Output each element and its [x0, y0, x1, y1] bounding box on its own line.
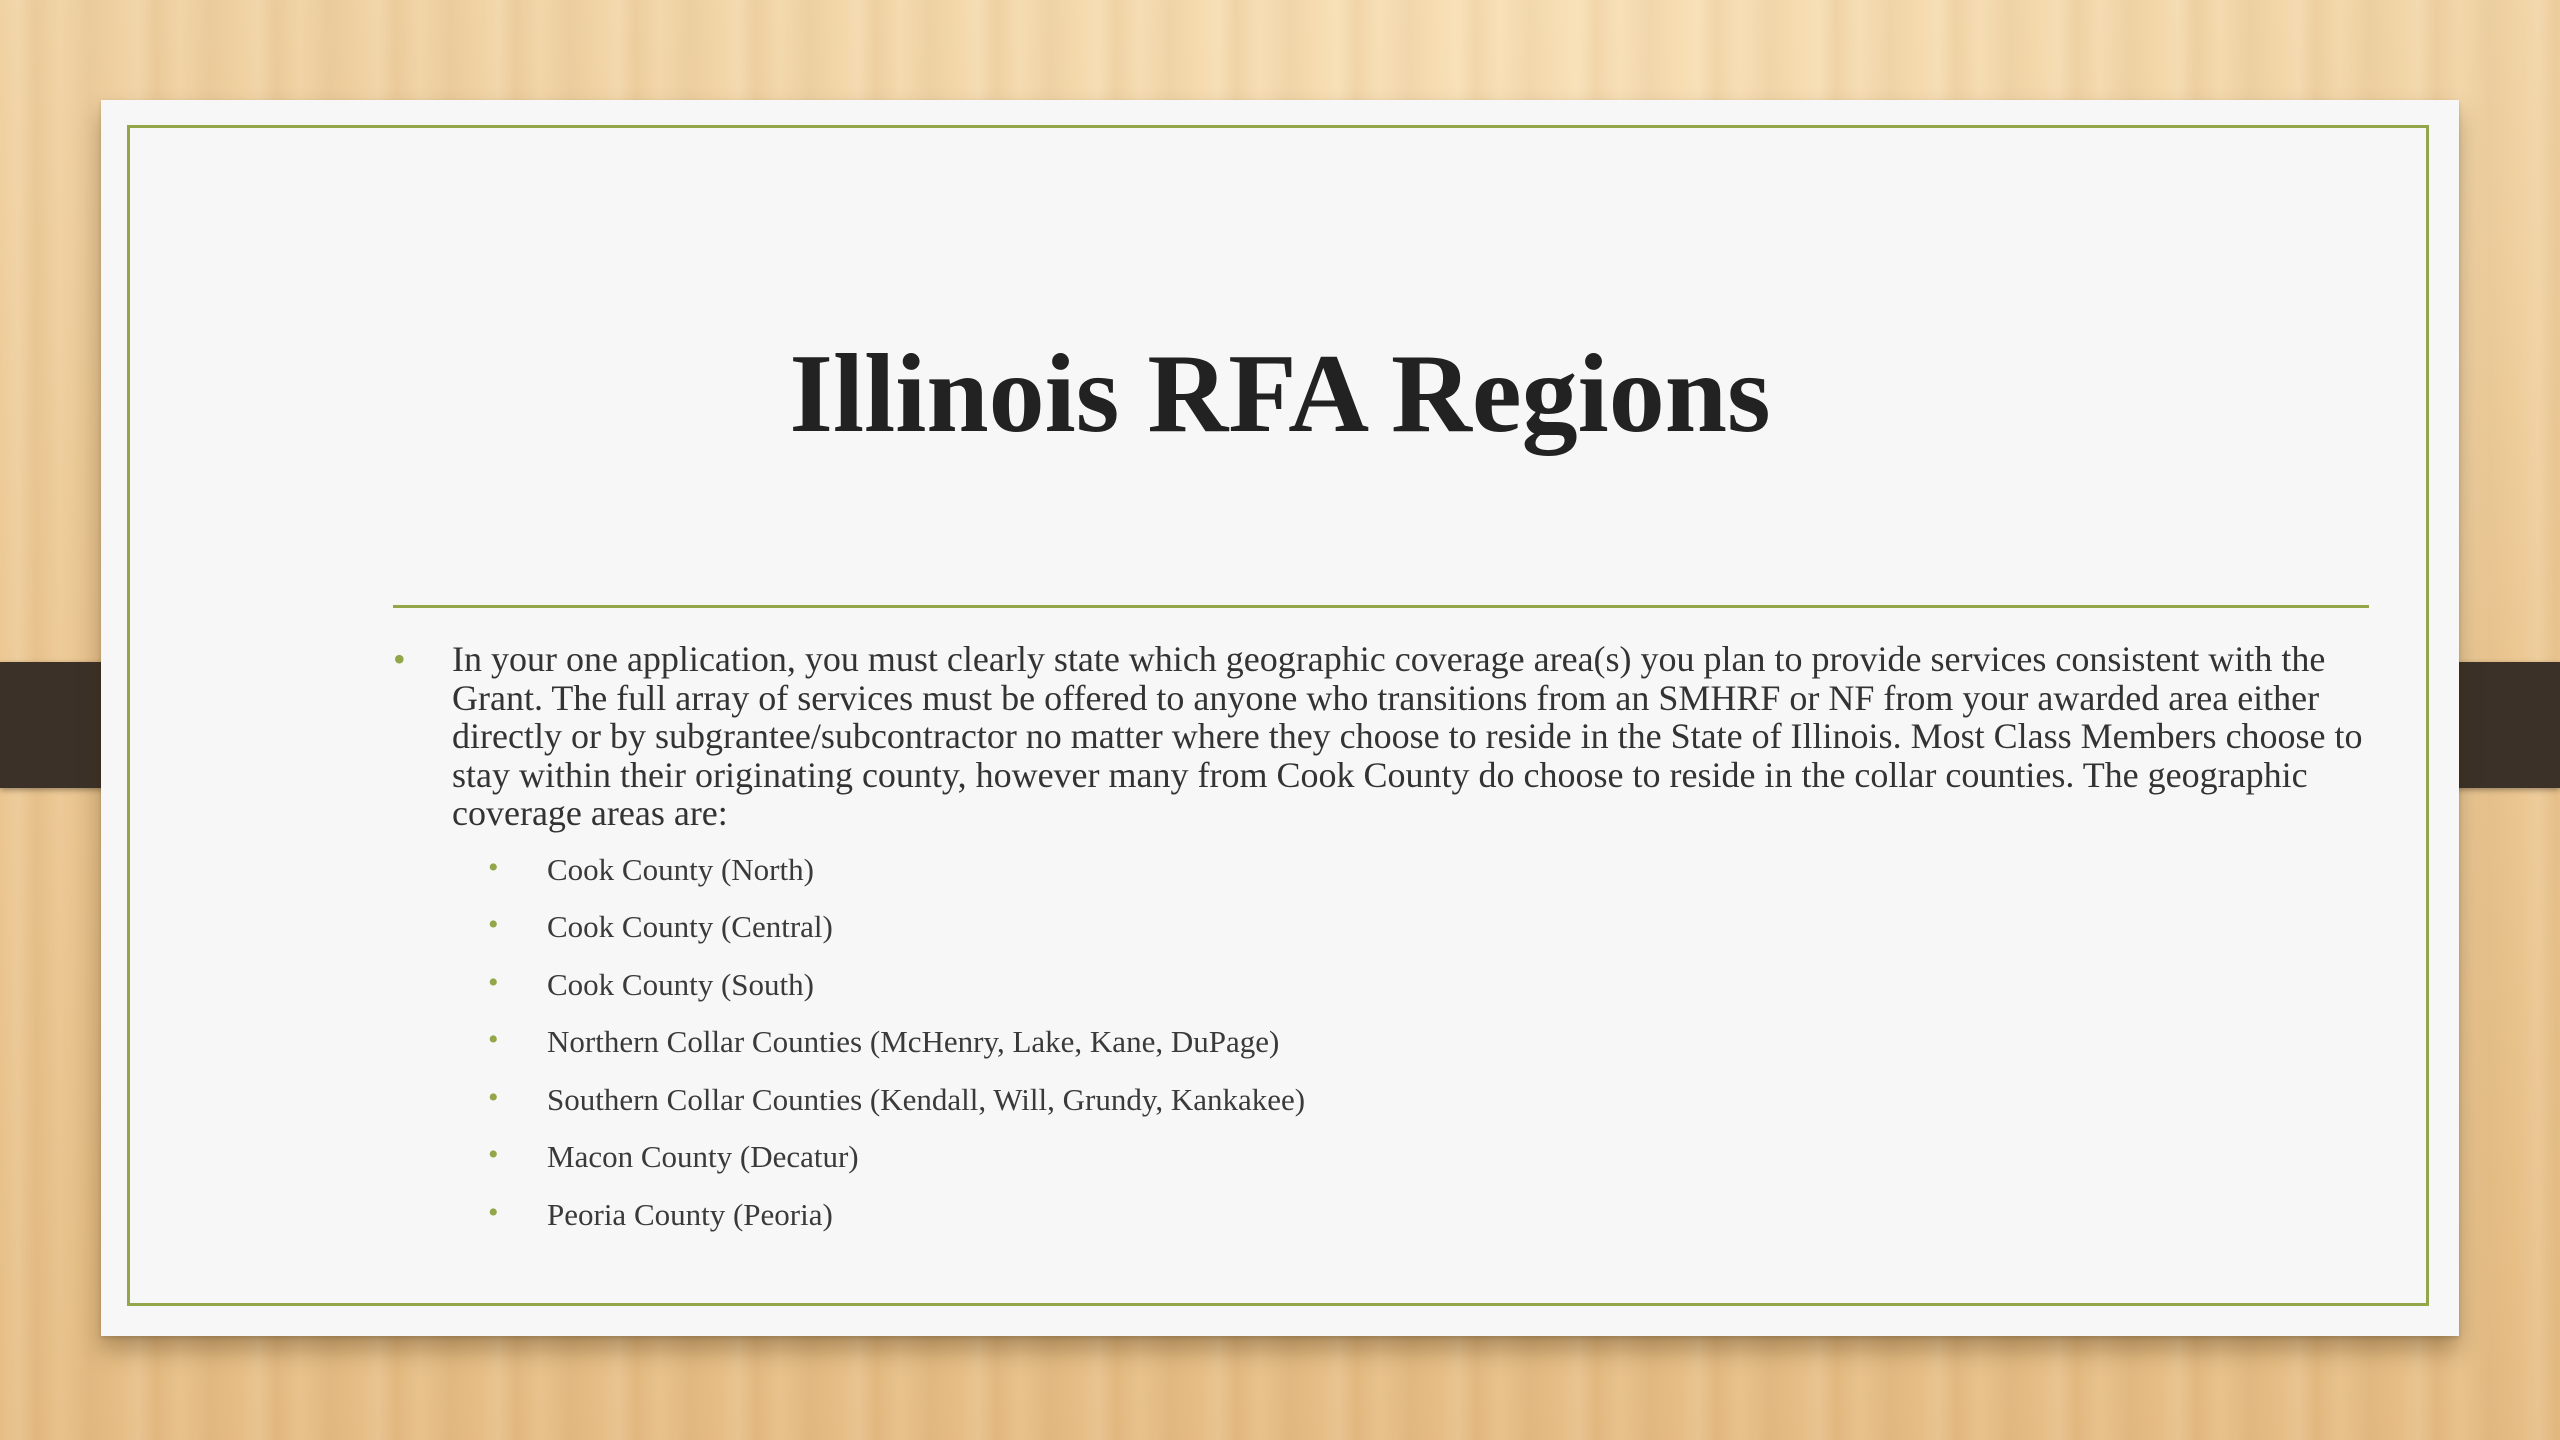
region-item	[488, 1196, 2373, 1234]
bullet-icon: •	[488, 1195, 499, 1229]
intro-bullet	[393, 640, 2373, 833]
intro-text: In your one application, you must clearly state which geographic coverage area(s) you plan to provide services consistent with the Grant. The full array of services must be offered to anyone who transitions from an SMHRF or NF from your awarded area either directly or by subgrantee/subcontractor no matter where they choose to reside in the State of Illinois. Most Class Members choose to stay within their originating county, however many from Cook County do choose to reside in the collar counties. The geographic coverage areas are:	[452, 639, 2363, 833]
bullet-icon: •	[488, 1023, 499, 1056]
bullet-icon: •	[488, 1138, 499, 1171]
bullet-icon: •	[488, 908, 499, 941]
slide-title: Illinois RFA Regions	[789, 332, 1771, 456]
region-list	[393, 851, 2373, 1234]
region-item	[488, 851, 2373, 889]
region-item	[488, 1023, 2373, 1061]
region-item	[488, 1138, 2373, 1176]
slide-body	[393, 640, 2373, 1253]
region-label: Macon County (Decatur)	[547, 1139, 859, 1174]
region-label: Southern Collar Counties (Kendall, Will, Grundy, Kankakee)	[547, 1081, 1306, 1117]
region-item	[488, 1081, 2373, 1119]
bullet-icon: •	[488, 1080, 499, 1114]
region-item	[488, 966, 2373, 1004]
bullet-icon: •	[488, 965, 499, 999]
slide-panel	[101, 100, 2459, 1336]
region-label: Peoria County (Peoria)	[547, 1196, 833, 1232]
region-label: Cook County (Central)	[547, 909, 833, 944]
bullet-icon: •	[488, 850, 499, 884]
title-divider	[393, 605, 2369, 608]
region-label: Cook County (North)	[547, 851, 814, 887]
region-item	[488, 908, 2373, 946]
region-label: Cook County (South)	[547, 966, 814, 1002]
bullet-icon: •	[393, 639, 406, 679]
region-label: Northern Collar Counties (McHenry, Lake, Kane, DuPage)	[547, 1024, 1280, 1059]
